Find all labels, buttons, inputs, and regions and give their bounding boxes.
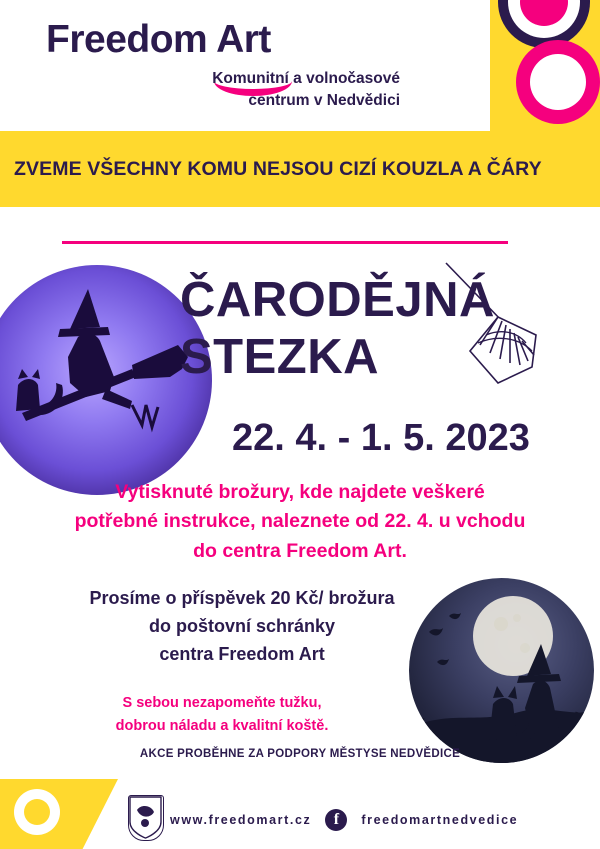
bring-note-line-2: dobrou náladu a kvalitní koště. — [115, 718, 329, 735]
website-link[interactable]: www.freedomart.cz — [170, 813, 312, 827]
witch-cat-bats-night-icon — [409, 578, 594, 763]
logo — [46, 20, 396, 59]
bring-with-you-note — [22, 692, 422, 738]
contribution-line-3: centra Freedom Art — [159, 643, 325, 664]
support-note: AKCE PROBĚHNE ZA PODPORY MĚSTYSE NEDVĚDICE — [139, 748, 461, 760]
contribution-info — [22, 585, 462, 669]
logo-subtitle-line1: Komunitní a volnočasové — [212, 70, 400, 87]
target-circles-icon — [490, 0, 600, 131]
invitation-banner — [0, 131, 600, 207]
mark-white-inner — [530, 54, 586, 110]
title-line-1: ČARODĚJNÁ — [180, 273, 495, 327]
banner-text: ZVEME VŠECHNY KOMU NEJSOU CIZÍ KOUZLA A ČÁRY — [14, 157, 542, 180]
facebook-handle[interactable]: freedomartnedvedice — [361, 813, 519, 827]
brochure-info-line-2: potřebné instrukce, naleznete od 22. 4. u vchodu — [74, 510, 526, 533]
title-line-2: STEZKA — [180, 329, 379, 384]
brochure-info-line-1: Vytisknuté brožury, kde najdete veškeré — [115, 481, 485, 503]
crest-svg — [129, 796, 162, 839]
logo-subtitle — [130, 68, 400, 113]
logo-title: Freedom Art — [46, 18, 271, 61]
brochure-info — [30, 478, 570, 566]
facebook-icon[interactable]: f — [325, 809, 347, 831]
divider — [62, 241, 508, 244]
broom-svg — [440, 259, 570, 399]
bring-note-line-1: S sebou nezapomeňte tužku, — [122, 695, 322, 711]
contribution-line-2: do poštovní schránky — [148, 615, 336, 636]
footer — [0, 779, 600, 849]
logo-subtitle-line2: centrum v Nedvědici — [248, 92, 400, 110]
contribution-line-1: Prosíme o příspěvek 20 Kč/ brožura — [89, 588, 395, 608]
town-crest-icon — [128, 795, 164, 841]
broom-icon — [440, 259, 570, 399]
footer-yellow-dot — [24, 799, 50, 825]
brochure-info-line-3: do centra Freedom Art. — [193, 539, 407, 562]
night-scene-svg — [409, 578, 594, 763]
header — [0, 0, 600, 131]
footer-links — [170, 809, 518, 831]
event-date: 22. 4. - 1. 5. 2023 — [232, 417, 530, 459]
main-content — [0, 207, 600, 849]
